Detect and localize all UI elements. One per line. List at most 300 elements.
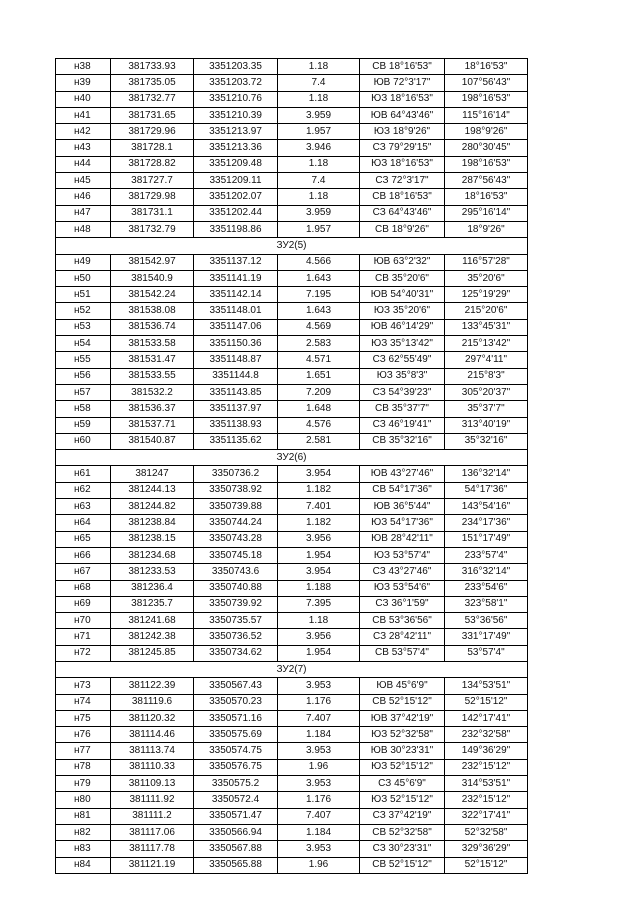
rhumb-cell: СЗ 36°1'59" [360,596,445,612]
rhumb-cell: ЮВ 43°27'46" [360,466,445,482]
x-coordinate-cell: 381540.87 [111,433,194,449]
x-coordinate-cell: 381120.32 [111,710,194,726]
x-coordinate-cell: 381538.08 [111,303,194,319]
rhumb-cell: СЗ 46°19'41" [360,417,445,433]
x-coordinate-cell: 381111.2 [111,808,194,824]
rhumb-cell: СВ 53°36'56" [360,613,445,629]
section-title: ЗУ2(6) [56,450,528,466]
direction-angle-cell: 53°57'4" [445,645,528,661]
direction-angle-cell: 18°16'53" [445,189,528,205]
direction-angle-cell: 215°20'6" [445,303,528,319]
point-id-cell: н44 [56,156,111,172]
y-coordinate-cell: 3350738.92 [194,482,278,498]
x-coordinate-cell: 381731.65 [111,107,194,123]
y-coordinate-cell: 3351141.19 [194,270,278,286]
rhumb-cell: ЮЗ 18°9'26" [360,124,445,140]
table-row [56,727,528,743]
y-coordinate-cell: 3351137.12 [194,254,278,270]
y-coordinate-cell: 3350571.16 [194,710,278,726]
distance-cell: 7.407 [278,808,360,824]
direction-angle-cell: 305°20'37" [445,384,528,400]
direction-angle-cell: 215°13'42" [445,336,528,352]
table-row [56,547,528,563]
rhumb-cell: СВ 54°17'36" [360,482,445,498]
rhumb-cell: СВ 52°32'58" [360,824,445,840]
x-coordinate-cell: 381235.7 [111,596,194,612]
point-id-cell: н77 [56,743,111,759]
y-coordinate-cell: 3350734.62 [194,645,278,661]
x-coordinate-cell: 381117.06 [111,824,194,840]
distance-cell: 3.953 [278,776,360,792]
y-coordinate-cell: 3350570.23 [194,694,278,710]
rhumb-cell: ЮВ 36°5'44" [360,499,445,515]
y-coordinate-cell: 3351142.14 [194,287,278,303]
y-coordinate-cell: 3351135.62 [194,433,278,449]
distance-cell: 4.569 [278,319,360,335]
rhumb-cell: СВ 53°57'4" [360,645,445,661]
rhumb-cell: СЗ 72°3'17" [360,173,445,189]
point-id-cell: н65 [56,531,111,547]
distance-cell: 1.18 [278,91,360,107]
direction-angle-cell: 232°15'12" [445,759,528,775]
distance-cell: 4.571 [278,352,360,368]
y-coordinate-cell: 3350743.28 [194,531,278,547]
y-coordinate-cell: 3351137.97 [194,401,278,417]
x-coordinate-cell: 381532.2 [111,384,194,400]
table-row [56,417,528,433]
distance-cell: 2.583 [278,336,360,352]
table-row [56,466,528,482]
distance-cell: 1.643 [278,270,360,286]
x-coordinate-cell: 381117.78 [111,841,194,857]
table-row [56,776,528,792]
section-title: ЗУ2(7) [56,661,528,677]
point-id-cell: н80 [56,792,111,808]
table-row [56,59,528,75]
x-coordinate-cell: 381728.82 [111,156,194,172]
point-id-cell: н78 [56,759,111,775]
distance-cell: 7.401 [278,499,360,515]
table-row [56,205,528,221]
direction-angle-cell: 107°56'43" [445,75,528,91]
y-coordinate-cell: 3350735.57 [194,613,278,629]
direction-angle-cell: 295°16'14" [445,205,528,221]
table-row [56,91,528,107]
point-id-cell: н68 [56,580,111,596]
rhumb-cell: СВ 18°9'26" [360,221,445,237]
direction-angle-cell: 35°37'7" [445,401,528,417]
point-id-cell: н51 [56,287,111,303]
direction-angle-cell: 35°20'6" [445,270,528,286]
x-coordinate-cell: 381542.97 [111,254,194,270]
y-coordinate-cell: 3351213.97 [194,124,278,140]
point-id-cell: н50 [56,270,111,286]
rhumb-cell: ЮЗ 18°16'53" [360,91,445,107]
rhumb-cell: ЮВ 72°3'17" [360,75,445,91]
y-coordinate-cell: 3351213.36 [194,140,278,156]
x-coordinate-cell: 381729.98 [111,189,194,205]
point-id-cell: н60 [56,433,111,449]
distance-cell: 3.953 [278,743,360,759]
rhumb-cell: ЮВ 45°6'9" [360,678,445,694]
point-id-cell: н45 [56,173,111,189]
rhumb-cell: ЮЗ 18°16'53" [360,156,445,172]
point-id-cell: н75 [56,710,111,726]
distance-cell: 3.959 [278,107,360,123]
y-coordinate-cell: 3350739.88 [194,499,278,515]
distance-cell: 7.195 [278,287,360,303]
direction-angle-cell: 35°32'16" [445,433,528,449]
rhumb-cell: ЮВ 37°42'19" [360,710,445,726]
distance-cell: 1.176 [278,792,360,808]
direction-angle-cell: 53°36'56" [445,613,528,629]
table-row [56,368,528,384]
section-header-row [56,661,528,677]
y-coordinate-cell: 3350565.88 [194,857,278,873]
direction-angle-cell: 323°58'1" [445,596,528,612]
direction-angle-cell: 234°17'36" [445,515,528,531]
distance-cell: 7.395 [278,596,360,612]
direction-angle-cell: 151°17'49" [445,531,528,547]
rhumb-cell: СЗ 54°39'23" [360,384,445,400]
rhumb-cell: СЗ 43°27'46" [360,564,445,580]
x-coordinate-cell: 381234.68 [111,547,194,563]
x-coordinate-cell: 381732.79 [111,221,194,237]
point-id-cell: н73 [56,678,111,694]
point-id-cell: н56 [56,368,111,384]
point-id-cell: н82 [56,824,111,840]
y-coordinate-cell: 3350572.4 [194,792,278,808]
distance-cell: 1.18 [278,59,360,75]
point-id-cell: н64 [56,515,111,531]
table-row [56,156,528,172]
point-id-cell: н53 [56,319,111,335]
y-coordinate-cell: 3351143.85 [194,384,278,400]
y-coordinate-cell: 3350567.88 [194,841,278,857]
y-coordinate-cell: 3351144.8 [194,368,278,384]
point-id-cell: н48 [56,221,111,237]
section-header-row [56,450,528,466]
point-id-cell: н61 [56,466,111,482]
x-coordinate-cell: 381733.93 [111,59,194,75]
distance-cell: 7.209 [278,384,360,400]
x-coordinate-cell: 381536.74 [111,319,194,335]
rhumb-cell: СВ 52°15'12" [360,857,445,873]
point-id-cell: н79 [56,776,111,792]
distance-cell: 1.182 [278,515,360,531]
distance-cell: 1.651 [278,368,360,384]
table-row [56,189,528,205]
distance-cell: 1.176 [278,694,360,710]
direction-angle-cell: 215°8'3" [445,368,528,384]
table-row [56,270,528,286]
distance-cell: 1.957 [278,124,360,140]
y-coordinate-cell: 3351210.39 [194,107,278,123]
table-row [56,221,528,237]
point-id-cell: н42 [56,124,111,140]
table-row [56,401,528,417]
x-coordinate-cell: 381247 [111,466,194,482]
x-coordinate-cell: 381233.53 [111,564,194,580]
point-id-cell: н39 [56,75,111,91]
table-row [56,173,528,189]
x-coordinate-cell: 381122.39 [111,678,194,694]
direction-angle-cell: 233°57'4" [445,547,528,563]
point-id-cell: н47 [56,205,111,221]
y-coordinate-cell: 3350736.52 [194,629,278,645]
distance-cell: 4.576 [278,417,360,433]
direction-angle-cell: 18°9'26" [445,221,528,237]
point-id-cell: н55 [56,352,111,368]
y-coordinate-cell: 3351147.06 [194,319,278,335]
rhumb-cell: ЮВ 54°40'31" [360,287,445,303]
rhumb-cell: СВ 18°16'53" [360,189,445,205]
point-id-cell: н57 [56,384,111,400]
direction-angle-cell: 52°32'58" [445,824,528,840]
distance-cell: 3.953 [278,841,360,857]
rhumb-cell: ЮЗ 52°15'12" [360,792,445,808]
rhumb-cell: СЗ 45°6'9" [360,776,445,792]
rhumb-cell: ЮЗ 35°8'3" [360,368,445,384]
y-coordinate-cell: 3350744.24 [194,515,278,531]
rhumb-cell: ЮЗ 52°32'58" [360,727,445,743]
point-id-cell: н41 [56,107,111,123]
y-coordinate-cell: 3351203.72 [194,75,278,91]
table-row [56,645,528,661]
distance-cell: 1.184 [278,824,360,840]
distance-cell: 7.4 [278,173,360,189]
y-coordinate-cell: 3351209.11 [194,173,278,189]
direction-angle-cell: 115°16'14" [445,107,528,123]
x-coordinate-cell: 381238.84 [111,515,194,531]
direction-angle-cell: 297°4'11" [445,352,528,368]
x-coordinate-cell: 381729.96 [111,124,194,140]
rhumb-cell: ЮВ 28°42'11" [360,531,445,547]
y-coordinate-cell: 3351202.07 [194,189,278,205]
rhumb-cell: ЮЗ 52°15'12" [360,759,445,775]
direction-angle-cell: 232°15'12" [445,792,528,808]
point-id-cell: н74 [56,694,111,710]
section-title: ЗУ2(5) [56,238,528,254]
x-coordinate-cell: 381735.05 [111,75,194,91]
rhumb-cell: ЮВ 64°43'46" [360,107,445,123]
table-row [56,384,528,400]
distance-cell: 3.959 [278,205,360,221]
distance-cell: 3.956 [278,629,360,645]
table-row [56,336,528,352]
direction-angle-cell: 52°15'12" [445,857,528,873]
x-coordinate-cell: 381244.13 [111,482,194,498]
direction-angle-cell: 329°36'29" [445,841,528,857]
table-row [56,515,528,531]
y-coordinate-cell: 3351148.87 [194,352,278,368]
x-coordinate-cell: 381540.9 [111,270,194,286]
table-row [56,107,528,123]
x-coordinate-cell: 381245.85 [111,645,194,661]
x-coordinate-cell: 381113.74 [111,743,194,759]
table-row [56,580,528,596]
direction-angle-cell: 125°19'29" [445,287,528,303]
point-id-cell: н38 [56,59,111,75]
rhumb-cell: ЮЗ 35°20'6" [360,303,445,319]
table-row [56,287,528,303]
distance-cell: 1.957 [278,221,360,237]
direction-angle-cell: 280°30'45" [445,140,528,156]
point-id-cell: н46 [56,189,111,205]
point-id-cell: н83 [56,841,111,857]
point-id-cell: н52 [56,303,111,319]
table-row [56,482,528,498]
direction-angle-cell: 136°32'14" [445,466,528,482]
direction-angle-cell: 331°17'49" [445,629,528,645]
x-coordinate-cell: 381533.58 [111,336,194,352]
direction-angle-cell: 116°57'28" [445,254,528,270]
y-coordinate-cell: 3350566.94 [194,824,278,840]
rhumb-cell: СВ 35°20'6" [360,270,445,286]
x-coordinate-cell: 381531.47 [111,352,194,368]
direction-angle-cell: 149°36'29" [445,743,528,759]
table-row [56,841,528,857]
rhumb-cell: СЗ 79°29'15" [360,140,445,156]
point-id-cell: н71 [56,629,111,645]
y-coordinate-cell: 3350745.18 [194,547,278,563]
x-coordinate-cell: 381542.24 [111,287,194,303]
table-row [56,629,528,645]
rhumb-cell: СВ 35°32'16" [360,433,445,449]
x-coordinate-cell: 381121.19 [111,857,194,873]
rhumb-cell: ЮЗ 54°17'36" [360,515,445,531]
direction-angle-cell: 316°32'14" [445,564,528,580]
table-row [56,694,528,710]
x-coordinate-cell: 381111.92 [111,792,194,808]
table-row [56,678,528,694]
direction-angle-cell: 54°17'36" [445,482,528,498]
rhumb-cell: ЮВ 46°14'29" [360,319,445,335]
point-id-cell: н43 [56,140,111,156]
table-row [56,743,528,759]
x-coordinate-cell: 381732.77 [111,91,194,107]
table-row [56,531,528,547]
direction-angle-cell: 313°40'19" [445,417,528,433]
distance-cell: 1.184 [278,727,360,743]
x-coordinate-cell: 381119.6 [111,694,194,710]
point-id-cell: н49 [56,254,111,270]
distance-cell: 1.18 [278,189,360,205]
distance-cell: 1.18 [278,156,360,172]
table-row [56,352,528,368]
direction-angle-cell: 198°9'26" [445,124,528,140]
direction-angle-cell: 142°17'41" [445,710,528,726]
distance-cell: 3.954 [278,466,360,482]
y-coordinate-cell: 3351138.93 [194,417,278,433]
point-id-cell: н59 [56,417,111,433]
section-header-row [56,238,528,254]
y-coordinate-cell: 3351209.48 [194,156,278,172]
x-coordinate-cell: 381114.46 [111,727,194,743]
x-coordinate-cell: 381728.1 [111,140,194,156]
x-coordinate-cell: 381110.33 [111,759,194,775]
distance-cell: 1.188 [278,580,360,596]
rhumb-cell: СВ 35°37'7" [360,401,445,417]
x-coordinate-cell: 381241.68 [111,613,194,629]
distance-cell: 1.954 [278,645,360,661]
rhumb-cell: ЮВ 30°23'31" [360,743,445,759]
table-row [56,319,528,335]
distance-cell: 4.566 [278,254,360,270]
point-id-cell: н84 [56,857,111,873]
point-id-cell: н67 [56,564,111,580]
table-row [56,596,528,612]
y-coordinate-cell: 3350575.69 [194,727,278,743]
y-coordinate-cell: 3351210.76 [194,91,278,107]
rhumb-cell: ЮЗ 35°13'42" [360,336,445,352]
table-row [56,433,528,449]
x-coordinate-cell: 381244.82 [111,499,194,515]
table-row [56,857,528,873]
distance-cell: 3.953 [278,678,360,694]
direction-angle-cell: 133°45'31" [445,319,528,335]
direction-angle-cell: 198°16'53" [445,156,528,172]
y-coordinate-cell: 3351198.86 [194,221,278,237]
rhumb-cell: СЗ 30°23'31" [360,841,445,857]
y-coordinate-cell: 3351203.35 [194,59,278,75]
distance-cell: 2.581 [278,433,360,449]
y-coordinate-cell: 3350571.47 [194,808,278,824]
direction-angle-cell: 52°15'12" [445,694,528,710]
y-coordinate-cell: 3350743.6 [194,564,278,580]
distance-cell: 1.648 [278,401,360,417]
coordinates-table [55,58,528,874]
x-coordinate-cell: 381537.71 [111,417,194,433]
table-row [56,303,528,319]
direction-angle-cell: 314°53'51" [445,776,528,792]
table-row [56,254,528,270]
coordinates-table-body [56,59,528,874]
direction-angle-cell: 198°16'53" [445,91,528,107]
table-row [56,613,528,629]
distance-cell: 1.182 [278,482,360,498]
distance-cell: 1.96 [278,857,360,873]
direction-angle-cell: 233°54'6" [445,580,528,596]
distance-cell: 1.954 [278,547,360,563]
rhumb-cell: СЗ 62°55'49" [360,352,445,368]
point-id-cell: н69 [56,596,111,612]
distance-cell: 1.643 [278,303,360,319]
rhumb-cell: СВ 52°15'12" [360,694,445,710]
table-row [56,759,528,775]
table-row [56,808,528,824]
point-id-cell: н62 [56,482,111,498]
table-row [56,124,528,140]
point-id-cell: н76 [56,727,111,743]
y-coordinate-cell: 3350576.75 [194,759,278,775]
x-coordinate-cell: 381533.55 [111,368,194,384]
table-row [56,564,528,580]
rhumb-cell: СЗ 64°43'46" [360,205,445,221]
distance-cell: 1.18 [278,613,360,629]
table-row [56,140,528,156]
table-row [56,824,528,840]
x-coordinate-cell: 381242.38 [111,629,194,645]
point-id-cell: н70 [56,613,111,629]
point-id-cell: н66 [56,547,111,563]
x-coordinate-cell: 381731.1 [111,205,194,221]
y-coordinate-cell: 3350574.75 [194,743,278,759]
point-id-cell: н40 [56,91,111,107]
point-id-cell: н72 [56,645,111,661]
y-coordinate-cell: 3351202.44 [194,205,278,221]
point-id-cell: н81 [56,808,111,824]
